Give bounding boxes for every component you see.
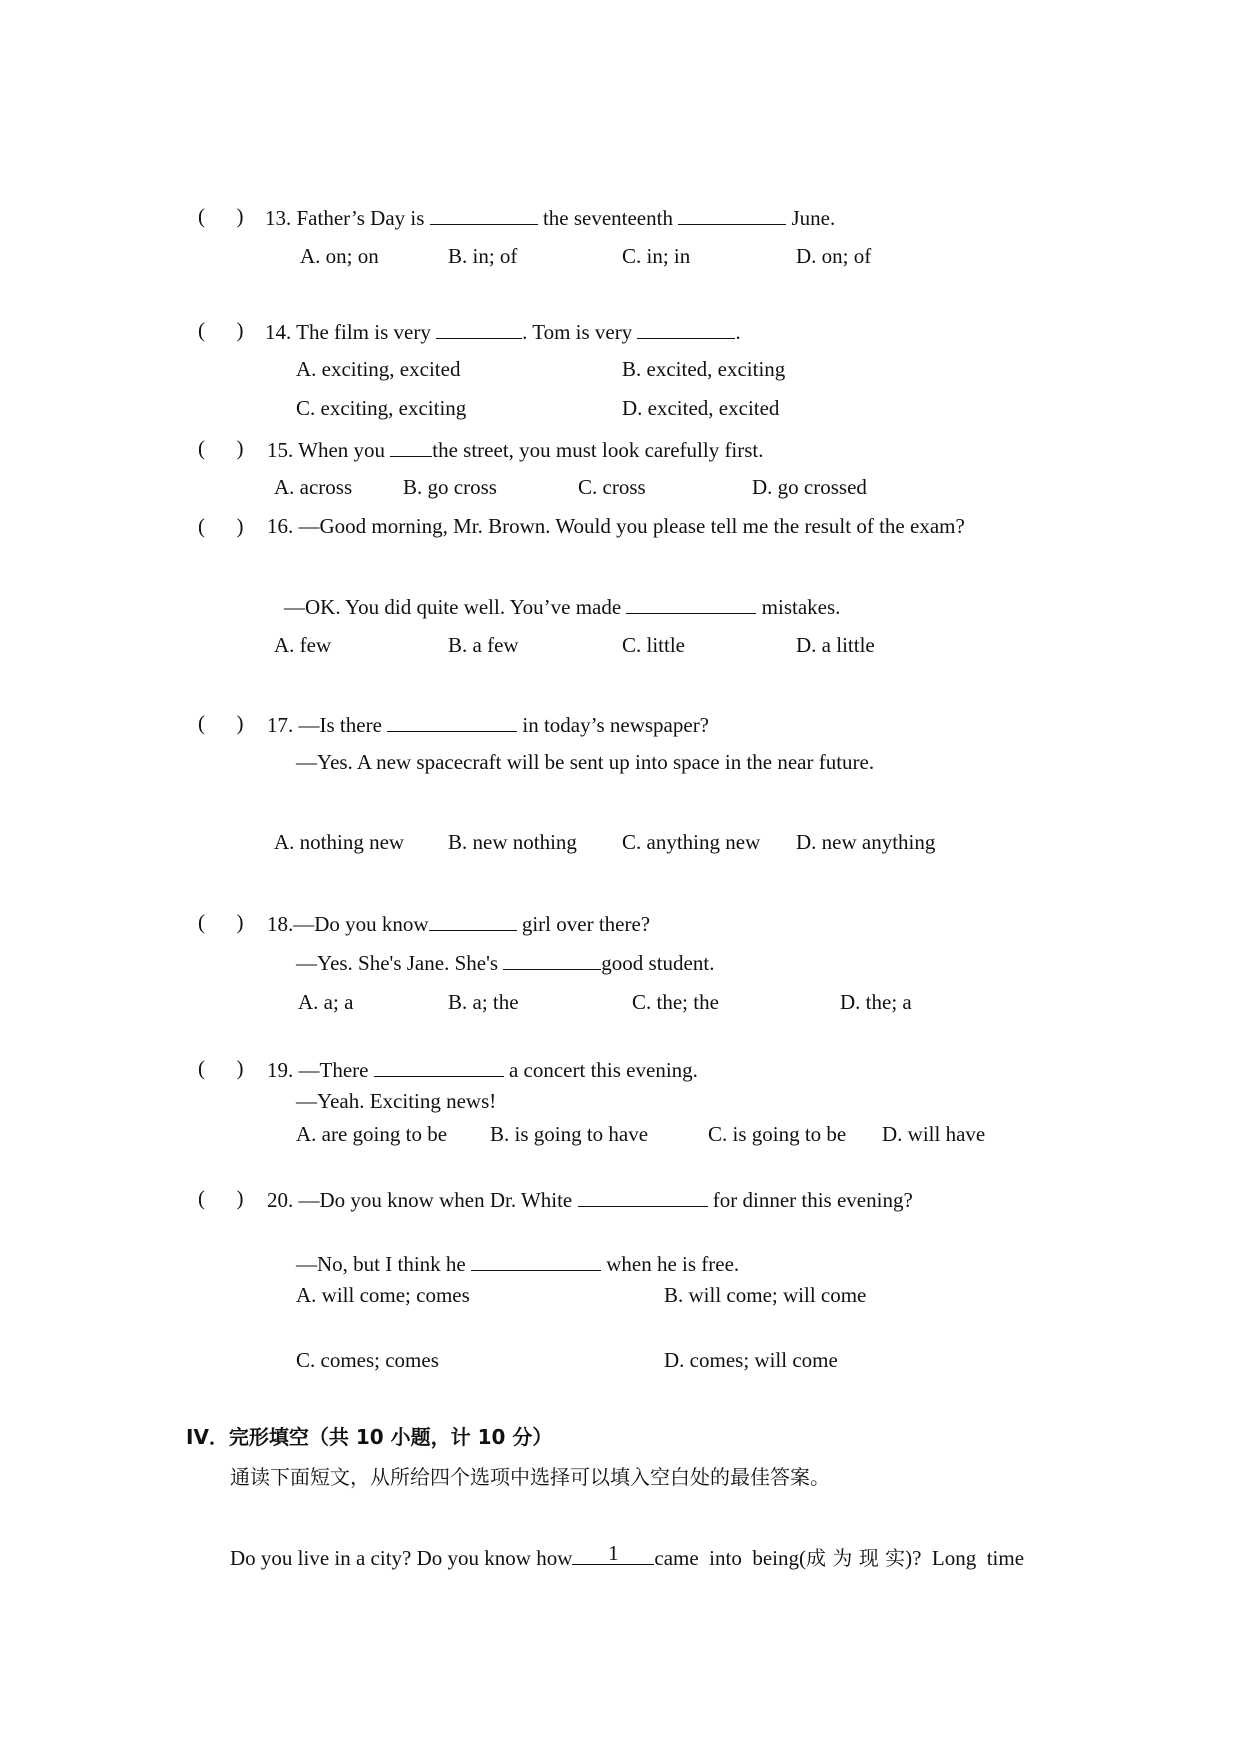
option-a: A. on; on: [300, 244, 379, 268]
answer-bracket[interactable]: ( ): [198, 1186, 244, 1210]
passage-blank-1: 1: [572, 1546, 654, 1565]
option-a: A. across: [274, 475, 353, 499]
option-d: D. a little: [796, 633, 875, 657]
blank: [436, 320, 522, 339]
option-b: B. will come; will come: [664, 1283, 867, 1307]
answer-bracket[interactable]: ( ): [198, 514, 244, 538]
option-d: D. the; a: [840, 990, 912, 1014]
option-b: B. a; the: [448, 990, 519, 1014]
section-instruction: 通读下面短文，从所给四个选项中选择可以填入空白处的最佳答案。: [230, 1465, 830, 1489]
reply: —Yeah. Exciting news!: [296, 1089, 497, 1113]
answer-bracket[interactable]: ( ): [198, 318, 244, 342]
option-c: C. the; the: [632, 990, 719, 1014]
option-c: C. comes; comes: [296, 1348, 439, 1372]
option-b: B. is going to have: [490, 1122, 649, 1146]
answer-bracket[interactable]: ( ): [198, 1056, 244, 1080]
blank: [430, 206, 538, 225]
blank: [578, 1188, 708, 1207]
question-16: 16. —Good morning, Mr. Brown. Would you please tell me the result of the exam?: [267, 514, 965, 538]
blank: [626, 595, 756, 614]
question-20: 20. —Do you know when Dr. White for dinner this evening?: [267, 1188, 913, 1212]
blank: [374, 1058, 504, 1077]
option-a: A. a; a: [298, 990, 354, 1014]
option-a: A. few: [274, 633, 332, 657]
option-d: D. will have: [882, 1122, 986, 1146]
option-b: B. excited, exciting: [622, 357, 786, 381]
reply: —OK. You did quite well. You’ve made mistakes.: [284, 595, 841, 619]
reply: —No, but I think he when he is free.: [296, 1252, 740, 1276]
blank: [390, 438, 432, 457]
blank: [637, 320, 735, 339]
question-17: 17. —Is there in today’s newspaper?: [267, 713, 710, 737]
option-d: D. excited, excited: [622, 396, 780, 420]
option-c: C. exciting, exciting: [296, 396, 467, 420]
option-a: A. exciting, excited: [296, 357, 461, 381]
answer-bracket[interactable]: ( ): [198, 436, 244, 460]
blank: [503, 951, 601, 970]
answer-bracket[interactable]: ( ): [198, 711, 244, 735]
option-d: D. go crossed: [752, 475, 867, 499]
option-a: A. are going to be: [296, 1122, 448, 1146]
option-d: D. on; of: [796, 244, 872, 268]
option-c: C. anything new: [622, 830, 761, 854]
option-c: C. cross: [578, 475, 646, 499]
section-title: IV．完形填空（共 10 小题，计 10 分）: [186, 1425, 553, 1449]
question-18: 18.—Do you know girl over there?: [267, 912, 651, 936]
option-d: D. comes; will come: [664, 1348, 838, 1372]
blank: [678, 206, 786, 225]
option-a: A. nothing new: [274, 830, 405, 854]
option-b: B. in; of: [448, 244, 518, 268]
question-19: 19. —There a concert this evening.: [267, 1058, 698, 1082]
option-a: A. will come; comes: [296, 1283, 470, 1307]
answer-bracket[interactable]: ( ): [198, 910, 244, 934]
answer-bracket[interactable]: ( ): [198, 204, 244, 228]
option-c: C. little: [622, 633, 685, 657]
question-13: 13. Father’s Day is the seventeenth June.: [265, 206, 836, 230]
blank: [387, 713, 517, 732]
passage-line: Do you live in a city? Do you know how 1 came into being(成 为 现 实)? Long time: [230, 1541, 1025, 1570]
option-d: D. new anything: [796, 830, 936, 854]
blank: [429, 912, 517, 931]
option-b: B. new nothing: [448, 830, 577, 854]
reply: —Yes. She's Jane. She's good student.: [296, 951, 715, 975]
option-c: C. is going to be: [708, 1122, 847, 1146]
option-b: B. go cross: [403, 475, 497, 499]
question-15: 15. When you the street, you must look carefully first.: [267, 438, 764, 462]
reply: —Yes. A new spacecraft will be sent up into space in the near future.: [296, 750, 875, 774]
option-b: B. a few: [448, 633, 519, 657]
option-c: C. in; in: [622, 244, 691, 268]
blank: [471, 1252, 601, 1271]
question-14: 14. The film is very . Tom is very .: [265, 320, 741, 344]
